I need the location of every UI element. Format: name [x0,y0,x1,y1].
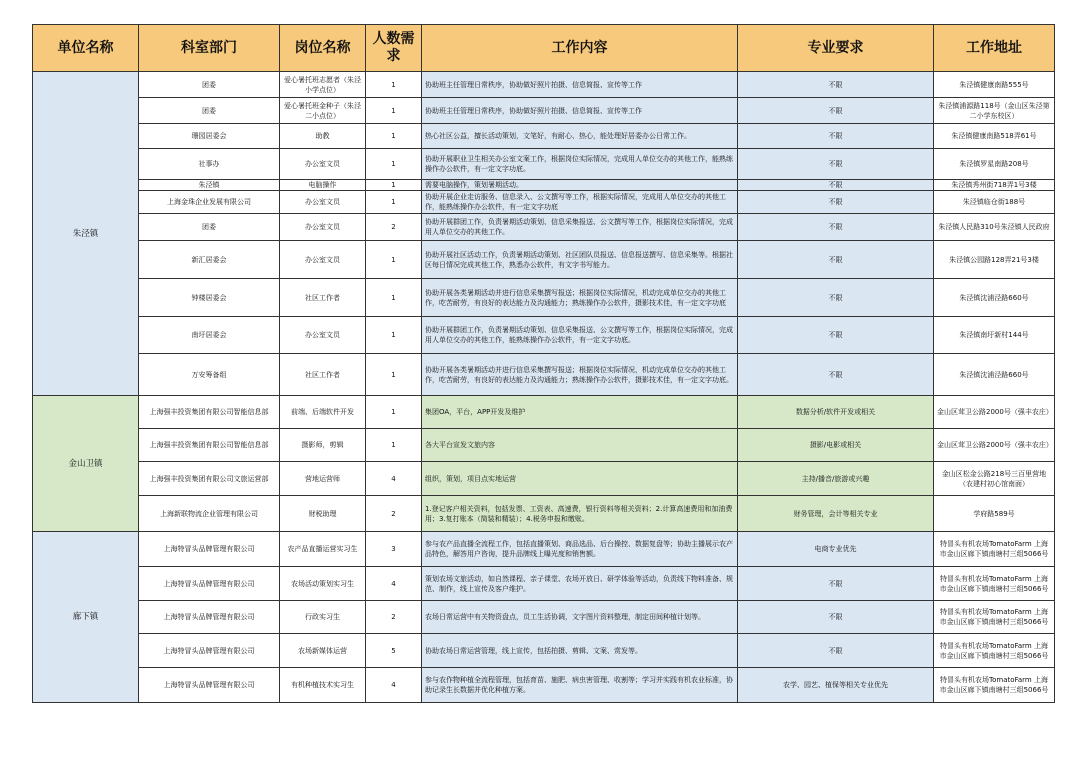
header-row [33,25,1055,72]
post-cell: 社区工作者 [280,279,366,317]
post-cell: 行政实习生 [280,601,366,634]
address-cell: 特冒头有机农场TomatoFarm 上海市金山区廊下镇南塘村三组5066号 [934,601,1055,634]
count-cell: 1 [366,279,422,317]
table-row [33,317,1055,354]
address-cell: 特冒头有机农场TomatoFarm 上海市金山区廊下镇南塘村三组5066号 [934,532,1055,567]
post-cell: 农场新媒体运营 [280,634,366,668]
count-cell: 1 [366,396,422,429]
content-cell: 参与农作物种植全流程管理，包括育苗、施肥、病虫害管理、收割等；学习并实践有机农业标准，协助记录生长数据并优化种植方案。 [422,668,738,703]
post-cell: 财税助理 [280,496,366,532]
major-cell: 农学、园艺、植保等相关专业优先 [738,668,934,703]
count-cell: 3 [366,532,422,567]
address-cell: 金山区松金公路218号三百里营地（农建村初心馆南面） [934,462,1055,496]
count-cell: 2 [366,601,422,634]
header-content: 工作内容 [422,25,738,72]
count-cell: 1 [366,149,422,180]
dept-cell: 钟楼居委会 [139,279,280,317]
table-row [33,462,1055,496]
major-cell: 不限 [738,72,934,98]
header-count: 人数需求 [366,25,422,72]
address-cell: 朱泾镇秀州街718弄1号3楼 [934,180,1055,191]
major-cell: 不限 [738,354,934,396]
major-cell: 不限 [738,567,934,601]
dept-cell: 社事办 [139,149,280,180]
address-cell: 特冒头有机农场TomatoFarm 上海市金山区廊下镇南塘村三组5066号 [934,567,1055,601]
count-cell: 4 [366,567,422,601]
content-cell: 集团OA，平台，APP开发及维护 [422,396,738,429]
address-cell: 特冒头有机农场TomatoFarm 上海市金山区廊下镇南塘村三组5066号 [934,668,1055,703]
major-cell: 电商专业优先 [738,532,934,567]
count-cell: 1 [366,72,422,98]
content-cell: 协助班主任管理日常秩序，协助做好照片拍摄、信息简报、宣传等工作 [422,72,738,98]
major-cell: 不限 [738,180,934,191]
dept-cell: 团委 [139,98,280,124]
content-cell: 农场日常运营中有关物资盘点，员工生活协调，文字图片资料整理，制定田间种植计划等。 [422,601,738,634]
address-cell: 学府路589号 [934,496,1055,532]
dept-cell: 珊园居委会 [139,124,280,149]
address-cell: 金山区茸卫公路2000号（强丰农庄） [934,429,1055,462]
post-cell: 营地运营师 [280,462,366,496]
post-cell: 办公室文员 [280,317,366,354]
major-cell: 不限 [738,98,934,124]
address-cell: 金山区茸卫公路2000号（强丰农庄） [934,396,1055,429]
header-unit: 单位名称 [33,25,139,72]
count-cell: 1 [366,180,422,191]
address-cell: 朱泾镇临仓街188号 [934,191,1055,214]
content-cell: 策划农场文旅活动，如自然课程、亲子课堂、农场开放日、研学体验等活动，负责线下物料准备、规范、制作，线上宣传及客户维护。 [422,567,738,601]
count-cell: 1 [366,317,422,354]
count-cell: 1 [366,124,422,149]
dept-cell: 万安筹备组 [139,354,280,396]
content-cell: 1.登记客户相关资料，包括发票、工资表、高速费，银行资料等相关资料；2.计算高速费用和加油费用；3.复打账本（简装和精装）；4.税务申报和缴账。 [422,496,738,532]
post-cell: 办公室文员 [280,149,366,180]
content-cell: 协助开展各类暑期活动并进行信息采集撰写报送；根据岗位实际情况，机动完成单位交办的其他工作，吃苦耐劳，有良好的表达能力及沟通能力；熟练操作办公软件，摄影技术佳，有一定文字功底 [422,279,738,317]
table-row [33,354,1055,396]
post-cell: 摄影师，剪辑 [280,429,366,462]
count-cell: 5 [366,634,422,668]
header-addr: 工作地址 [934,25,1055,72]
dept-cell: 上海特冒头品牌管理有限公司 [139,601,280,634]
count-cell: 1 [366,98,422,124]
dept-cell: 上海强丰投资集团有限公司智能信息部 [139,396,280,429]
post-cell: 电脑操作 [280,180,366,191]
post-cell: 前端、后端软件开发 [280,396,366,429]
table-row [33,72,1055,98]
major-cell: 数据分析/软件开发或相关 [738,396,934,429]
address-cell: 朱泾镇公园路128弄21号3楼 [934,241,1055,279]
dept-cell: 上海特冒头品牌管理有限公司 [139,634,280,668]
content-cell: 协助班主任管理日常秩序，协助做好照片拍摄、信息简报、宣传等工作 [422,98,738,124]
major-cell: 不限 [738,317,934,354]
content-cell: 协助农场日常运营管理，线上宣传，包括拍摄、剪辑、文案、赏发等。 [422,634,738,668]
recruitment-table [32,24,1055,703]
major-cell: 不限 [738,601,934,634]
table-row [33,634,1055,668]
dept-cell: 上海特冒头品牌管理有限公司 [139,532,280,567]
post-cell: 助教 [280,124,366,149]
major-cell: 不限 [738,241,934,279]
content-cell: 需要电脑操作，策划暑期活动。 [422,180,738,191]
content-cell: 协助开展社区活动工作，负责暑期活动策划、社区团队员报送、信息报送撰写、信息采集等。根据社区每日情况完成其他工作，熟悉办公软件，有文字书写能力。 [422,241,738,279]
content-cell: 各大平台宣发文旅内容 [422,429,738,462]
content-cell: 组织，策划，项目点实地运营 [422,462,738,496]
count-cell: 1 [366,241,422,279]
content-cell: 热心社区公益，擅长活动策划，文笔好，有耐心、热心，能处理好居委办公日常工作。 [422,124,738,149]
content-cell: 协助开展企业走访服务、信息录入、公文撰写等工作，根据实际情况，完成用人单位交办的其他工作，能熟练操作办公软件，有一定文字功底 [422,191,738,214]
address-cell: 朱泾镇健康南路555号 [934,72,1055,98]
table-row [33,396,1055,429]
table-row [33,124,1055,149]
post-cell: 爱心暑托班金种子（朱泾二小点位） [280,98,366,124]
address-cell: 朱泾镇浦源路118号（金山区朱泾第二小学东校区） [934,98,1055,124]
dept-cell: 上海特冒头品牌管理有限公司 [139,567,280,601]
post-cell: 农产品直播运营实习生 [280,532,366,567]
table-row [33,601,1055,634]
content-cell: 协助开展群团工作，负责暑期活动策划、信息采集报送、公文撰写等工作，根据岗位实际情况，完成用人单位交办的其他工作，能熟练操作办公软件，有一定文字功底。 [422,317,738,354]
header-post: 岗位名称 [280,25,366,72]
major-cell: 主持/播音/旅游或兴趣 [738,462,934,496]
major-cell: 不限 [738,279,934,317]
count-cell: 2 [366,496,422,532]
table-row [33,532,1055,567]
dept-cell: 南圩居委会 [139,317,280,354]
table-row [33,149,1055,180]
major-cell: 财务管理，会计等相关专业 [738,496,934,532]
dept-cell: 上海新联物流企业管理有限公司 [139,496,280,532]
table-row [33,98,1055,124]
table-row [33,180,1055,191]
content-cell: 协助开展职业卫生相关办公室文案工作，根据岗位实际情况，完成用人单位交办的其他工作，能熟练操作办公软件，有一定文字功底。 [422,149,738,180]
major-cell: 不限 [738,191,934,214]
unit-cell: 廊下镇 [33,532,139,703]
dept-cell: 新汇居委会 [139,241,280,279]
address-cell: 特冒头有机农场TomatoFarm 上海市金山区廊下镇南塘村三组5066号 [934,634,1055,668]
major-cell: 摄影/电影或相关 [738,429,934,462]
table-row [33,429,1055,462]
major-cell: 不限 [738,124,934,149]
major-cell: 不限 [738,149,934,180]
count-cell: 2 [366,214,422,241]
address-cell: 朱泾镇沈浦泾路660号 [934,279,1055,317]
table-row [33,279,1055,317]
content-cell: 参与农产品直播全流程工作，包括直播策划、商品选品、后台操控、数据复盘等；协助主播展示农产品特色，解答用户咨询，提升品牌线上曝光度和销售额。 [422,532,738,567]
table-row [33,567,1055,601]
dept-cell: 团委 [139,214,280,241]
header-dept: 科室部门 [139,25,280,72]
post-cell: 农场活动策划实习生 [280,567,366,601]
post-cell: 社区工作者 [280,354,366,396]
content-cell: 协助开展各类暑期活动并进行信息采集撰写报送；根据岗位实际情况，机动完成单位交办的其他工作，吃苦耐劳，有良好的表达能力及沟通能力；熟练操作办公软件，摄影技术佳，有一定文字功底。 [422,354,738,396]
count-cell: 4 [366,462,422,496]
table-row [33,191,1055,214]
dept-cell: 上海强丰投资集团有限公司文旅运营部 [139,462,280,496]
dept-cell: 朱泾镇 [139,180,280,191]
count-cell: 1 [366,354,422,396]
post-cell: 办公室文员 [280,214,366,241]
table-body [33,72,1055,703]
unit-cell: 金山卫镇 [33,396,139,532]
address-cell: 朱泾镇南圩新村144号 [934,317,1055,354]
table-row [33,214,1055,241]
address-cell: 朱泾镇罗星南路208号 [934,149,1055,180]
dept-cell: 上海特冒头品牌管理有限公司 [139,668,280,703]
address-cell: 朱泾镇人民路310号朱泾镇人民政府 [934,214,1055,241]
recruitment-sheet [32,24,1054,703]
post-cell: 办公室文员 [280,241,366,279]
header-major: 专业要求 [738,25,934,72]
post-cell: 爱心暑托班志愿者（朱泾小学点位） [280,72,366,98]
address-cell: 朱泾镇沈浦泾路660号 [934,354,1055,396]
table-row [33,668,1055,703]
table-row [33,496,1055,532]
dept-cell: 上海金珠企业发展有限公司 [139,191,280,214]
post-cell: 办公室文员 [280,191,366,214]
dept-cell: 团委 [139,72,280,98]
major-cell: 不限 [738,214,934,241]
post-cell: 有机种植技术实习生 [280,668,366,703]
content-cell: 协助开展群团工作，负责暑期活动策划、信息采集报送、公文撰写等工作，根据岗位实际情况，完成用人单位交办的其他工作。 [422,214,738,241]
table-row [33,241,1055,279]
count-cell: 4 [366,668,422,703]
major-cell: 不限 [738,634,934,668]
count-cell: 1 [366,429,422,462]
count-cell: 1 [366,191,422,214]
dept-cell: 上海强丰投资集团有限公司智能信息部 [139,429,280,462]
unit-cell: 朱泾镇 [33,72,139,396]
address-cell: 朱泾镇健康南路518弄61号 [934,124,1055,149]
